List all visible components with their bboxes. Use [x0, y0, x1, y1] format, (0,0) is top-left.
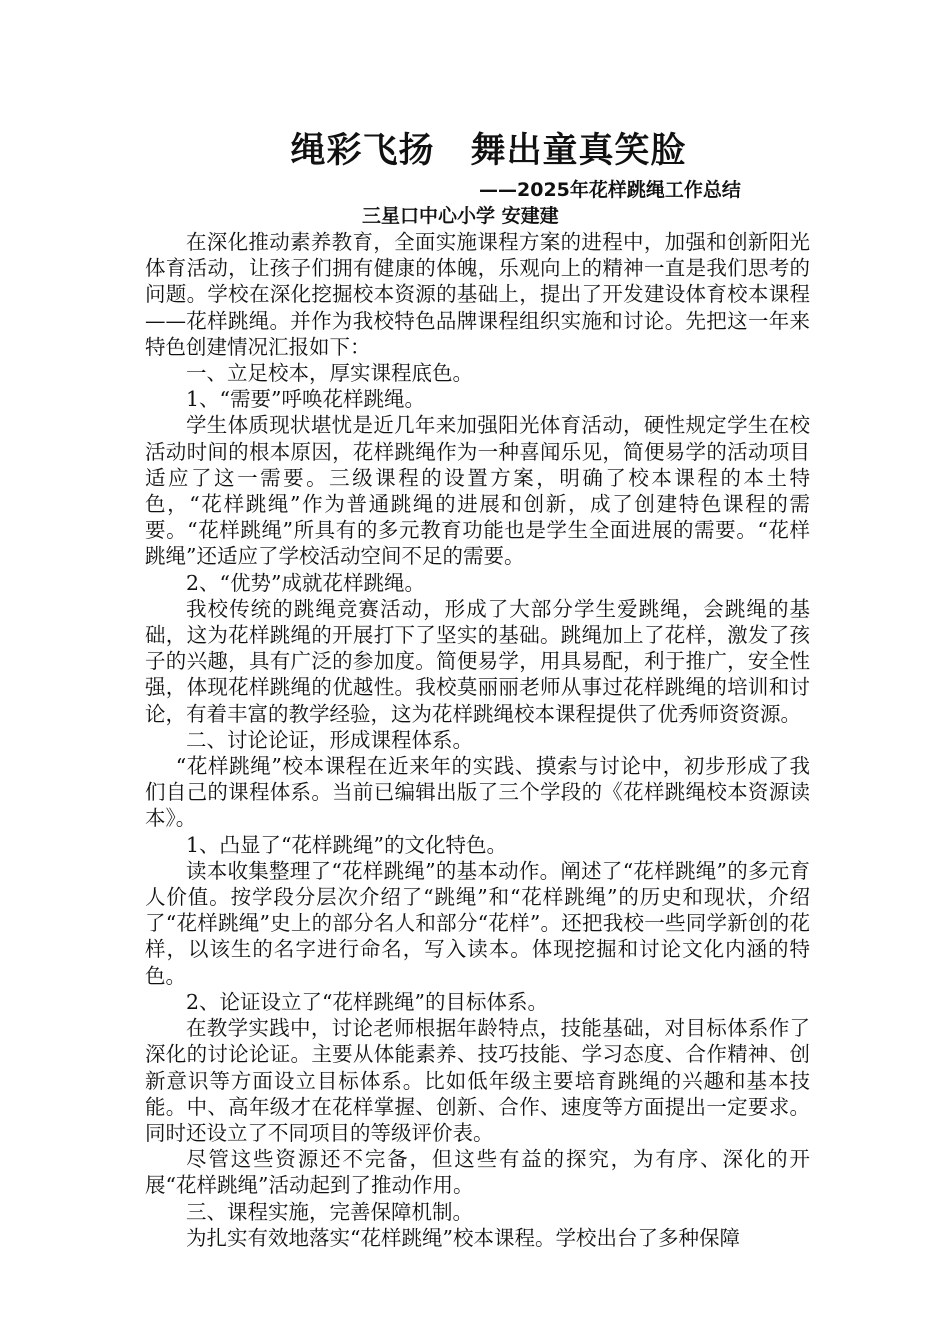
document-body: [145, 229, 810, 1251]
subsection-heading-2-2: 2、论证设立了“花样跳绳”的目标体系。: [186, 989, 549, 1014]
paragraph: 我校传统的跳绳竞赛活动，形成了大部分学生爱跳绳，会跳绳的基础，这为花样跳绳的开展打下了坚实的基础。跳绳加上了花样，激发了孩子的兴趣，具有广泛的参加度。简便易学，用具易配，利于推广，安全性强，体现花样跳绳的优越性。我校莫丽丽老师从事过花样跳绳的培训和讨论，有着丰富的教学经验，这为花样跳绳校本课程提供了优秀师资资源。: [145, 596, 810, 726]
section-heading-2: 二、讨论论证，形成课程体系。: [186, 727, 473, 752]
paragraph: 在教学实践中，讨论老师根据年龄特点，技能基础，对目标体系作了深化的讨论论证。主要从体能素养、技巧技能、学习态度、合作精神、创新意识等方面设立目标体系。比如低年级主要培育跳绳的兴趣和基本技能。中、高年级才在花样掌握、创新、合作、速度等方面提出一定要求。同时还设立了不同项目的等级评价表。: [145, 1016, 810, 1145]
subsection-heading-1-2: 2、“优势”成就花样跳绳。: [186, 570, 426, 595]
document-author: 三星口中心小学 安建建: [362, 205, 559, 227]
paragraph-intro: 在深化推动素养教育，全面实施课程方案的进程中，加强和创新阳光体育活动，让孩子们拥有健康的体魄，乐观向上的精神一直是我们思考的问题。学校在深化挖掘校本资源的基础上，提出了开发建设体育校本课程——花样跳绳。并作为我校特色品牌课程组织实施和讨论。先把这一年来特色创建情况汇报如下：: [145, 230, 810, 359]
section-heading-3: 三、课程实施，完善保障机制。: [186, 1199, 473, 1224]
document-page: [145, 125, 810, 1251]
document-subtitle: ——2025年花样跳绳工作总结: [479, 179, 741, 201]
paragraph: 尽管这些资源还不完备，但这些有益的探究，为有序、深化的开展“花样跳绳”活动起到了推动作用。: [145, 1147, 810, 1198]
subsection-heading-2-1: 1、凸显了“花样跳绳”的文化特色。: [186, 832, 508, 857]
paragraph: 学生体质现状堪忧是近几年来加强阳光体育活动，硬性规定学生在校活动时间的根本原因，花样跳绳作为一种喜闻乐见，简便易学的活动项目适应了这一需要。三级课程的设置方案，明确了校本课程的本土特色，“花样跳绳”作为普通跳绳的进展和创新，成了创建特色课程的需要。“花样跳绳”所具有的多元教育功能也是学生全面进展的需要。“花样跳绳”还适应了学校活动空间不足的需要。: [145, 413, 810, 569]
section-heading-1: 一、立足校本，厚实课程底色。: [186, 361, 473, 386]
document-title: 绳彩飞扬 舞出童真笑脸: [290, 131, 687, 171]
paragraph: “花样跳绳”校本课程在近来年的实践、摸索与讨论中，初步形成了我们自己的课程体系。当前已编辑出版了三个学段的《花样跳绳校本资源读本》。: [145, 754, 810, 831]
subsection-heading-1-1: 1、“需要”呼唤花样跳绳。: [186, 387, 426, 412]
paragraph: 读本收集整理了“花样跳绳”的基本动作。阐述了“花样跳绳”的多元育人价值。按学段分层次介绍了“跳绳”和“花样跳绳”的历史和现状，介绍了“花样跳绳”史上的部分名人和部分“花样”。还把我校一些同学新创的花样，以该生的名字进行命名，写入读本。体现挖掘和讨论文化内涵的特色。: [145, 858, 810, 988]
paragraph: 为扎实有效地落实“花样跳绳”校本课程。学校出台了多种保障: [186, 1225, 740, 1250]
